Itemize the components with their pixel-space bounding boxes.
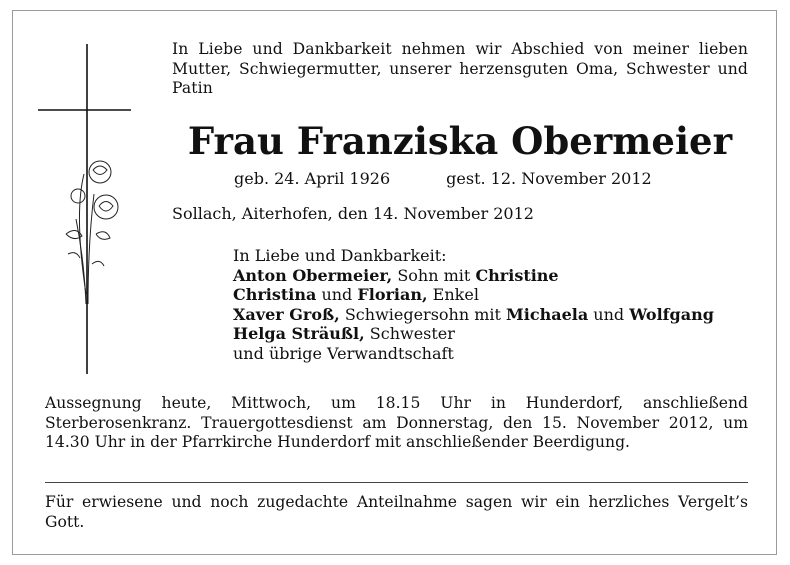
cross-with-roses-icon xyxy=(38,44,138,374)
mourners-heading: In Liebe und Dankbarkeit: xyxy=(233,246,447,265)
birth-date: geb. 24. April 1926 xyxy=(234,169,391,188)
divider xyxy=(45,482,748,483)
mourner-line: Xaver Groß, Schwiegersohn mit Michaela und Wolfgang xyxy=(233,304,714,324)
deceased-name: Frau Franziska Obermeier xyxy=(187,119,733,163)
death-date: gest. 12. November 2012 xyxy=(446,169,652,188)
funeral-details: Aussegnung heute, Mittwoch, um 18.15 Uhr in Hunderdorf, anschließend Sterberosenkranz. Trauergottesdienst am Donnerstag, den 15. November 2012, um 14.30 Uhr in der Pfarrkirche Hunderdorf mit anschließender Beerdigung. xyxy=(45,394,748,451)
mourner-line: Anton Obermeier, Sohn mit Christine xyxy=(233,265,559,285)
mourners-list xyxy=(233,246,714,364)
thanks-text: Für erwiesene und noch zugedachte Anteilnahme sagen wir ein herzliches Vergelt’s Gott. xyxy=(45,493,748,531)
mourner-line: Helga Sträußl, Schwester xyxy=(233,324,455,344)
mourner-line: Christina und Florian, Enkel xyxy=(233,285,479,305)
place-and-date: Sollach, Aiterhofen, den 14. November 2012 xyxy=(172,204,534,223)
intro-text: In Liebe und Dankbarkeit nehmen wir Abschied von meiner lieben Mutter, Schwiegermutter, unserer herzensguten Oma, Schwester und Patin xyxy=(172,40,748,97)
mourners-closing: und übrige Verwandtschaft xyxy=(233,343,454,363)
life-dates xyxy=(234,169,652,189)
